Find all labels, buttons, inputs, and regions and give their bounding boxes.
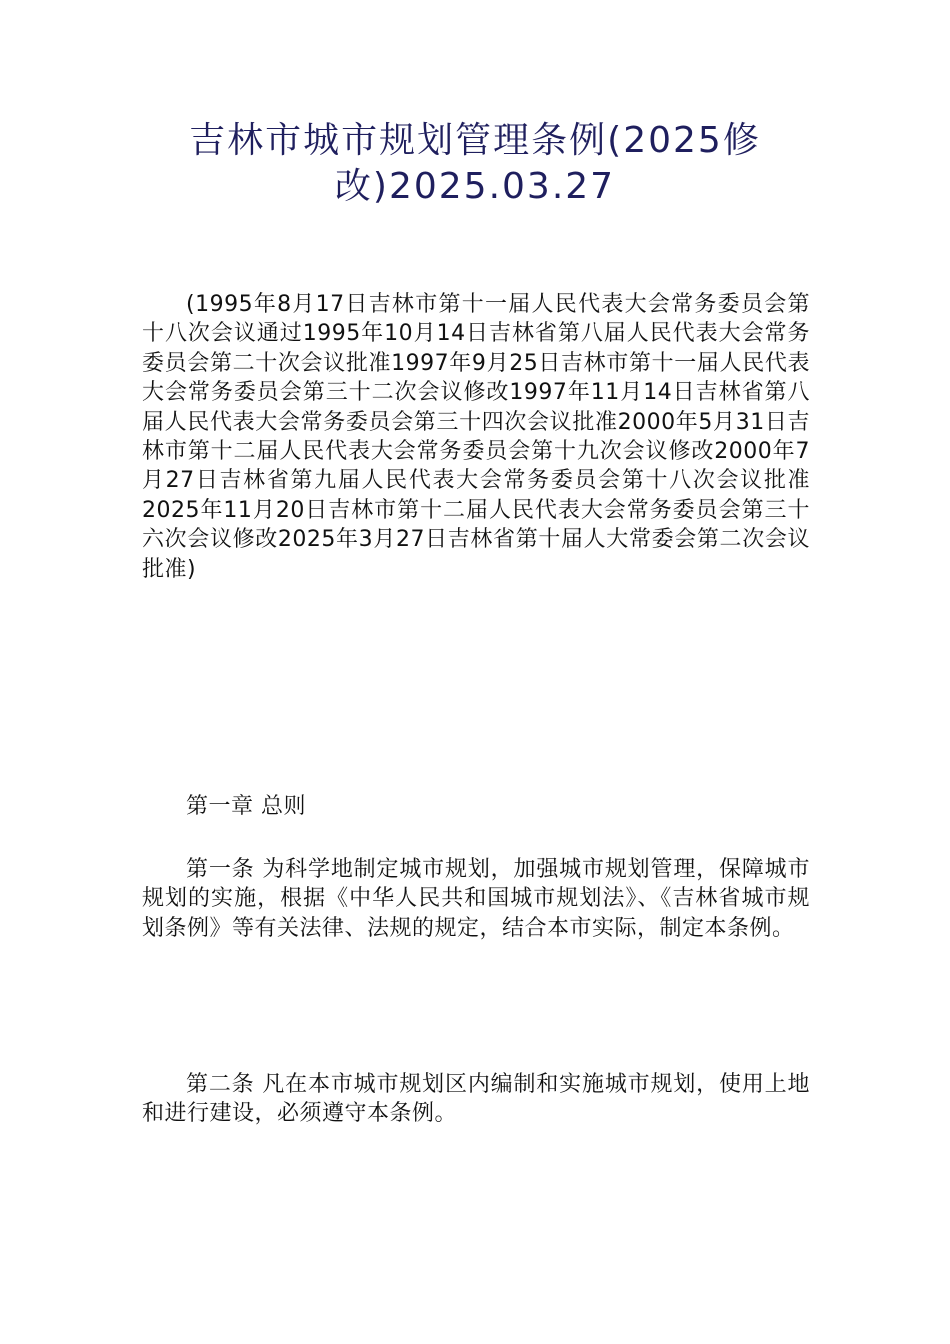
chapter-heading: 第一章 总则 [186,794,306,819]
document-title: 吉林市城市规划管理条例(2025修改)2025.03.27 [189,120,761,207]
legislative-history: (1995年8月17日吉林市第十一届人民代表大会常务委员会第十八次会议通过1995年10月14日吉林省第八届人民代表大会常务委员会第二十次会议批准1997年9月25日吉林市第十一届人民代表大会常务委员会第三十二次会议修改1997年11月14日吉林省第八届人民代表大会常务委员会第三十四次会议批准2000年5月31日吉林市第十二届人民代表大会常务委员会第十九次会议修改2000年7月27日吉林省第九届人民代表大会常务委员会第十八次会议批准2025年11月20日吉林市第十二届人民代表大会常务委员会第三十六次会议修改2025年3月27日吉林省第十届人大常委会第二次会议批准) [142,292,810,582]
article-2: 第二条 凡在本市城市规划区内编制和实施城市规划，使用上地和进行建设，必须遵守本条例。 [142,1072,810,1127]
article-1: 第一条 为科学地制定城市规划，加强城市规划管理，保障城市规划的实施，根据《中华人民共和国城市规划法》、《吉林省城市规划条例》等有关法律、法规的规定，结合本市实际，制定本条例。 [142,857,810,941]
